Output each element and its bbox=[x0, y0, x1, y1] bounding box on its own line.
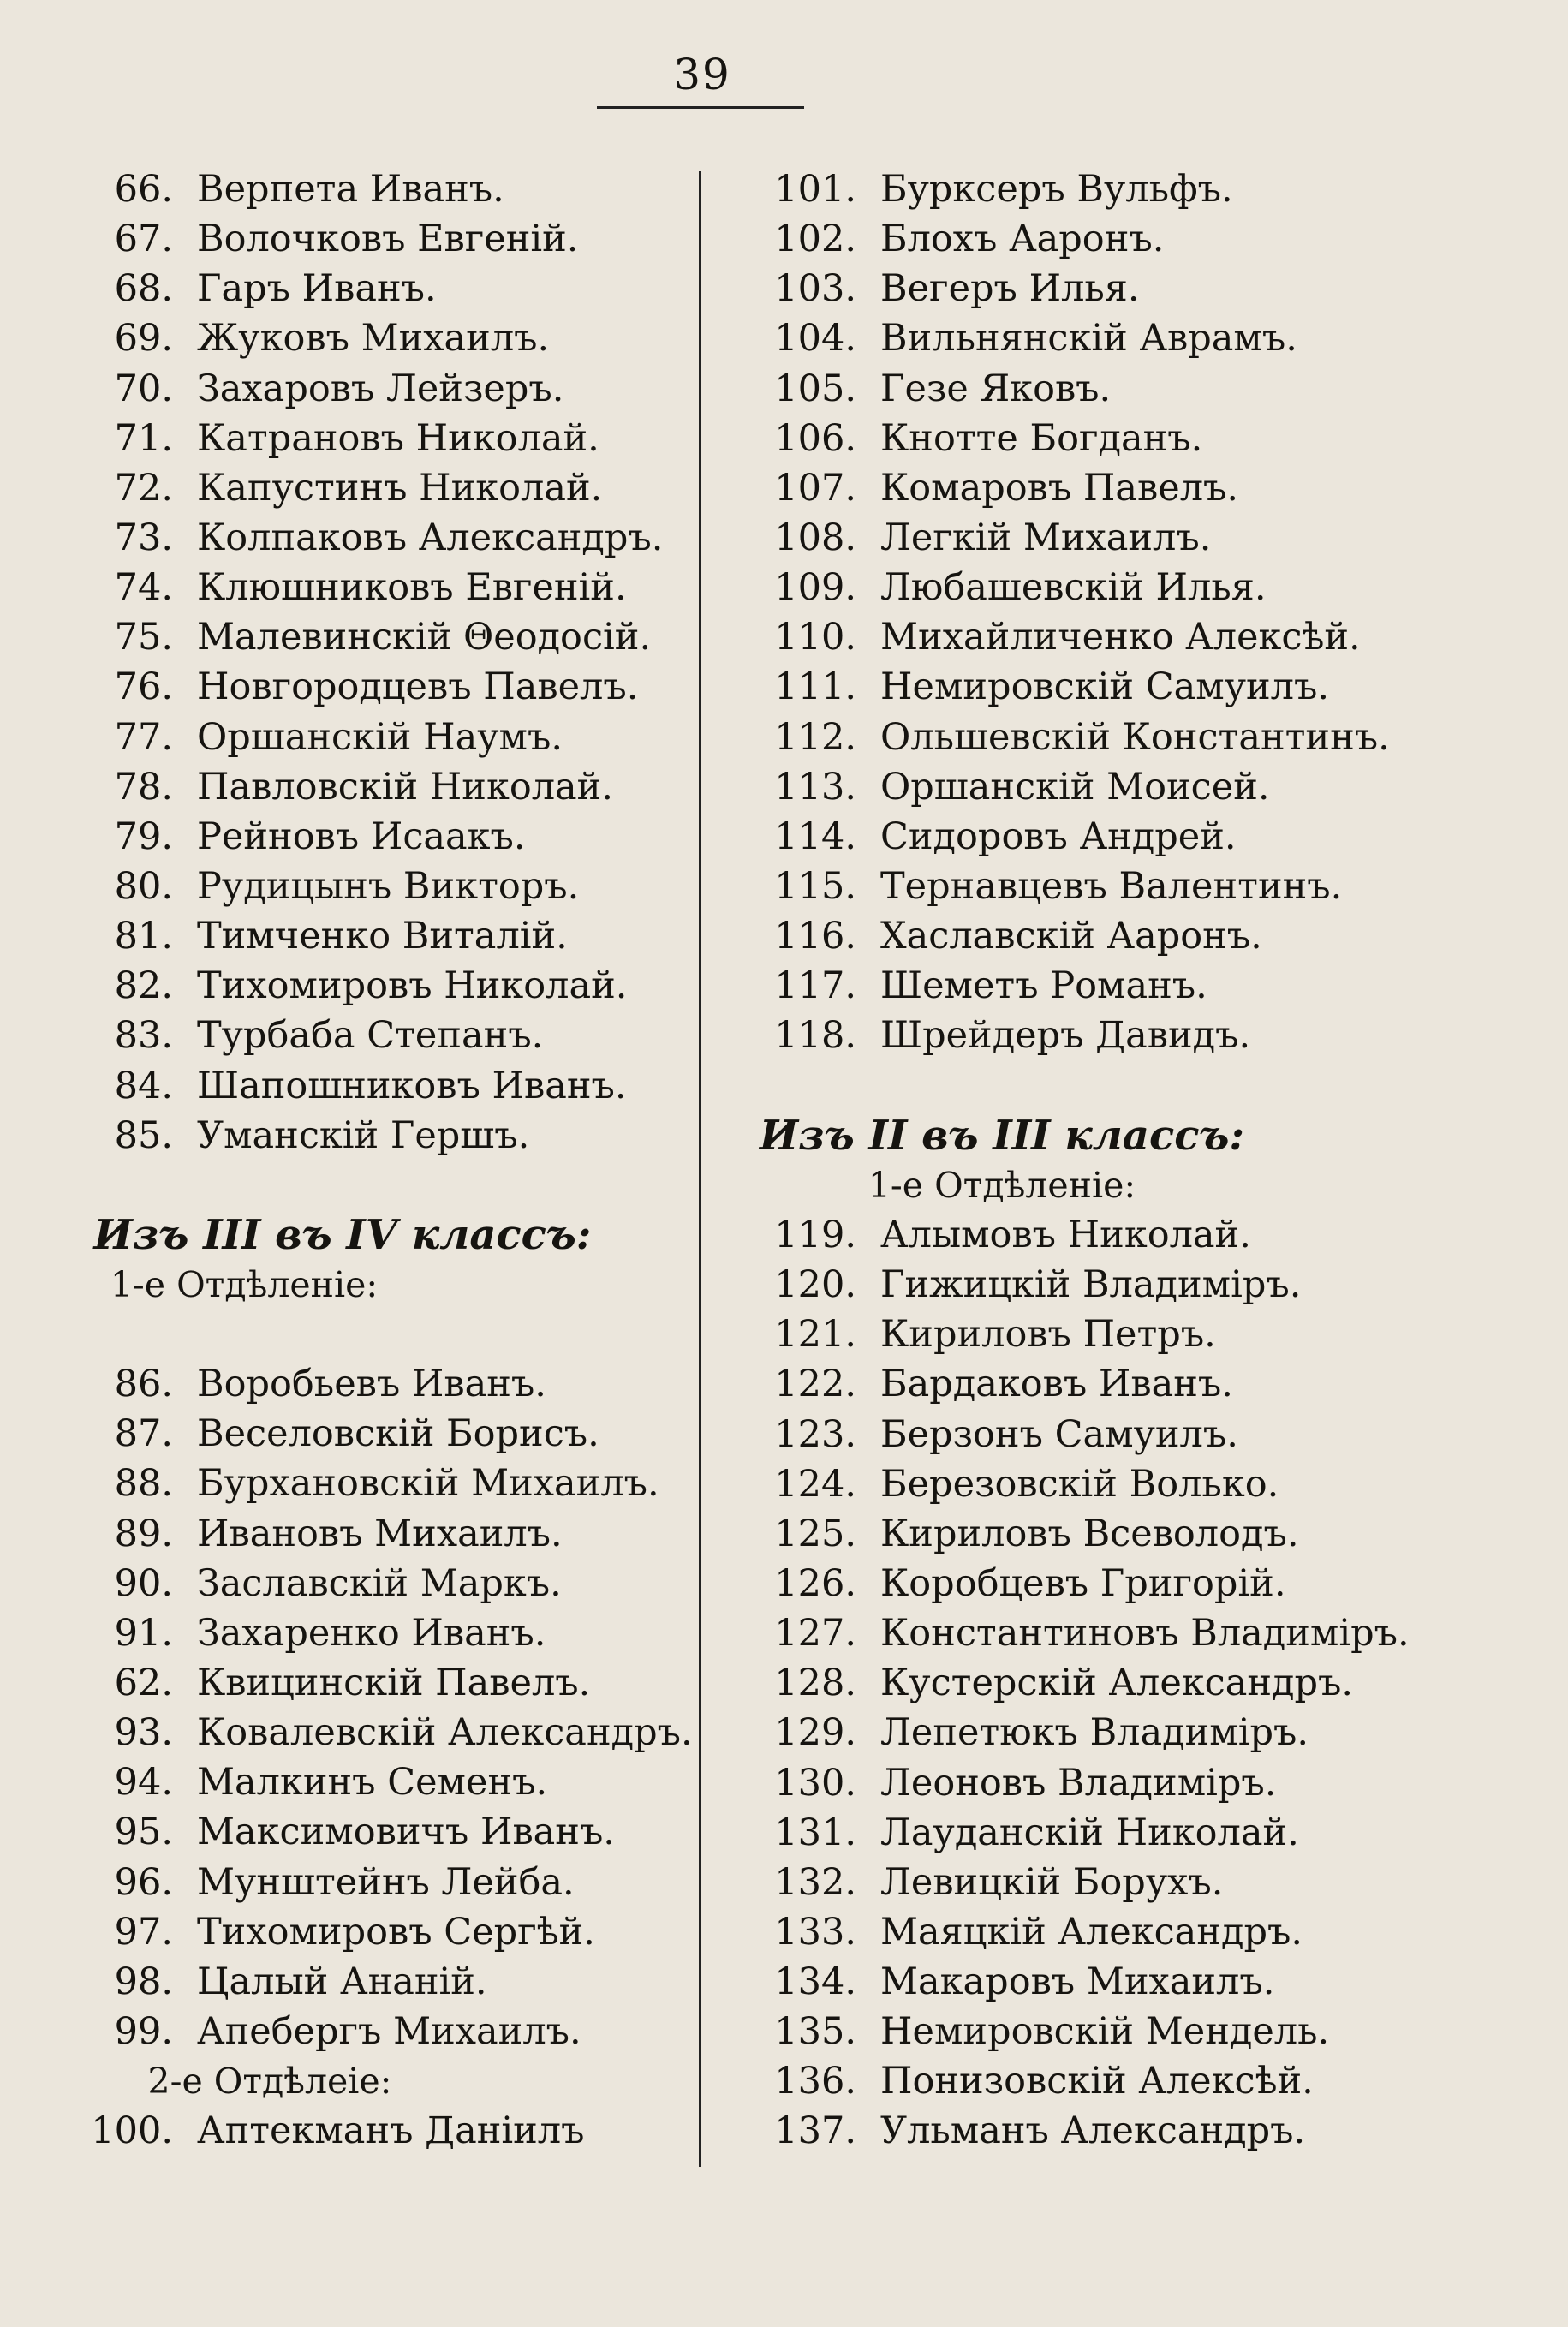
list-item bbox=[43, 1061, 694, 1111]
entry-name: Веселовскій Борисъ. bbox=[197, 1412, 599, 1456]
entry-number: 115. bbox=[774, 864, 856, 908]
entry-name: Малевинскій Θеодосій. bbox=[197, 616, 652, 659]
entry-number: 107. bbox=[774, 466, 856, 510]
list-item bbox=[715, 1210, 1349, 1260]
left-list-c bbox=[43, 2106, 694, 2156]
list-item bbox=[715, 612, 1361, 662]
list-item bbox=[715, 1758, 1349, 1808]
entry-name: Павловскій Николай. bbox=[197, 765, 613, 808]
entry-number: 118. bbox=[774, 1014, 856, 1058]
list-item bbox=[43, 414, 694, 463]
entry-number: 62. bbox=[114, 1661, 173, 1704]
entry-number: 80. bbox=[114, 864, 173, 908]
entry-name: Тернавцевъ Валентинъ. bbox=[880, 864, 1343, 908]
entry-name: Леоновъ Владиміръ. bbox=[880, 1761, 1277, 1805]
entry-number: 85. bbox=[114, 1113, 173, 1157]
entry-name: Макаровъ Михаилъ. bbox=[880, 1960, 1275, 2004]
entry-name: Кнотте Богданъ. bbox=[880, 416, 1203, 460]
list-item bbox=[43, 911, 694, 961]
entry-number: 66. bbox=[114, 168, 173, 211]
entry-name: Ольшевскій Константинъ. bbox=[880, 715, 1390, 759]
column-divider bbox=[699, 171, 701, 2167]
list-item bbox=[43, 463, 694, 513]
list-item bbox=[715, 762, 1349, 812]
list-item bbox=[43, 1807, 694, 1857]
right-spacer bbox=[715, 1061, 1349, 1111]
entry-name: Немировскій Мендель. bbox=[880, 2010, 1330, 2054]
list-item bbox=[715, 1658, 1354, 1708]
entry-name: Квицинскій Павелъ. bbox=[197, 1661, 591, 1704]
list-item bbox=[43, 2007, 694, 2056]
entry-name: Катрановъ Николай. bbox=[197, 416, 599, 460]
list-item bbox=[43, 1011, 694, 1060]
list-item bbox=[43, 1509, 694, 1559]
list-item bbox=[715, 264, 1349, 313]
entry-name: Малкинъ Семенъ. bbox=[197, 1761, 548, 1805]
entry-name: Шеметъ Романъ. bbox=[880, 964, 1207, 1008]
entry-number: 136. bbox=[774, 2060, 856, 2103]
list-item bbox=[715, 1459, 1349, 1509]
entry-name: Рудицынъ Викторъ. bbox=[197, 864, 580, 908]
entry-name: Вегеръ Илья. bbox=[880, 267, 1140, 311]
entry-name: Легкій Михаилъ. bbox=[880, 516, 1212, 559]
entry-number: 128. bbox=[774, 1662, 856, 1705]
list-item bbox=[43, 1957, 694, 2007]
entry-name: Захаренко Иванъ. bbox=[197, 1611, 546, 1655]
entry-number: 90. bbox=[114, 1561, 173, 1605]
list-item bbox=[43, 1111, 694, 1161]
entry-number: 68. bbox=[114, 267, 173, 311]
entry-number: 97. bbox=[114, 1910, 173, 1954]
entry-name: Алымовъ Николай. bbox=[880, 1213, 1251, 1256]
entry-number: 114. bbox=[774, 814, 856, 858]
entry-number: 105. bbox=[774, 367, 856, 410]
entry-name: Немировскій Самуилъ. bbox=[880, 665, 1329, 709]
left-spacer bbox=[43, 1310, 694, 1359]
entry-name: Ульманъ Александръ. bbox=[880, 2109, 1306, 2153]
entry-name: Цалый Ананій. bbox=[197, 1960, 487, 2003]
right-section-heading: Изъ II въ III классъ: bbox=[759, 1111, 1245, 1160]
entry-name: Оршанскій Наумъ. bbox=[197, 715, 563, 759]
entry-number: 129. bbox=[774, 1711, 856, 1755]
entry-number: 69. bbox=[114, 317, 173, 361]
entry-number: 132. bbox=[774, 1860, 856, 1904]
entry-number: 108. bbox=[774, 516, 856, 559]
list-item bbox=[715, 1410, 1349, 1459]
entry-name: Капустинъ Николай. bbox=[197, 466, 603, 510]
list-item bbox=[43, 2106, 694, 2156]
list-item bbox=[43, 1858, 694, 1907]
left-list-a bbox=[43, 164, 694, 1161]
entry-name: Тимченко Виталій. bbox=[197, 915, 568, 958]
entry-number: 99. bbox=[114, 2009, 173, 2053]
entry-name: Новгородцевъ Павелъ. bbox=[197, 665, 639, 709]
list-item bbox=[715, 713, 1390, 762]
entry-name: Тихомировъ Сергѣй. bbox=[197, 1910, 595, 1954]
right-column bbox=[715, 164, 1410, 2157]
entry-number: 135. bbox=[774, 2010, 856, 2054]
entry-name: Бурксеръ Вульфъ. bbox=[880, 168, 1233, 211]
entry-number: 127. bbox=[774, 1612, 856, 1656]
entry-number: 95. bbox=[114, 1811, 173, 1854]
left-column bbox=[43, 164, 694, 2156]
entry-number: 106. bbox=[774, 416, 856, 460]
entry-number: 87. bbox=[114, 1412, 173, 1456]
entry-number: 112. bbox=[774, 715, 856, 759]
entry-number: 131. bbox=[774, 1811, 856, 1854]
entry-number: 83. bbox=[114, 1014, 173, 1058]
list-item bbox=[43, 812, 694, 862]
entry-number: 78. bbox=[114, 765, 173, 808]
entry-number: 101. bbox=[774, 168, 856, 211]
list-item bbox=[715, 1858, 1349, 1907]
list-item bbox=[43, 1409, 694, 1459]
entry-number: 124. bbox=[774, 1462, 856, 1506]
entry-number: 121. bbox=[774, 1313, 856, 1357]
entry-number: 75. bbox=[114, 616, 173, 659]
entry-name: Бардаковъ Иванъ. bbox=[880, 1363, 1233, 1406]
entry-number: 123. bbox=[774, 1412, 856, 1456]
entry-name: Верпета Иванъ. bbox=[197, 168, 504, 211]
entry-name: Захаровъ Лейзеръ. bbox=[197, 367, 564, 410]
page-number: 39 bbox=[673, 50, 731, 99]
list-item bbox=[715, 1359, 1349, 1409]
entry-number: 81. bbox=[114, 915, 173, 958]
list-item bbox=[715, 364, 1349, 414]
left-section-heading: Изъ III въ IV классъ: bbox=[93, 1210, 592, 1259]
list-item bbox=[715, 1260, 1349, 1310]
entry-number: 67. bbox=[114, 218, 173, 261]
entry-number: 70. bbox=[114, 367, 173, 410]
list-item bbox=[715, 1310, 1349, 1359]
entry-name: Жуковъ Михаилъ. bbox=[197, 317, 550, 361]
list-item bbox=[43, 214, 694, 264]
entry-name: Кириловъ Петръ. bbox=[880, 1313, 1216, 1357]
entry-number: 113. bbox=[774, 765, 856, 808]
list-item bbox=[43, 364, 694, 414]
right-list-b bbox=[715, 1210, 1410, 2157]
entry-name: Оршанскій Моисей. bbox=[880, 765, 1270, 808]
entry-number: 125. bbox=[774, 1512, 856, 1555]
entry-name: Левицкій Борухъ. bbox=[880, 1860, 1224, 1904]
left-subheading-2: 2-е Отдѣлеіе: bbox=[147, 2061, 392, 2103]
list-item bbox=[715, 812, 1349, 862]
list-item bbox=[43, 1608, 694, 1658]
entry-number: 82. bbox=[114, 964, 173, 1008]
list-item bbox=[43, 1459, 694, 1508]
entry-number: 89. bbox=[114, 1512, 173, 1555]
entry-name: Коробцевъ Григорій. bbox=[880, 1561, 1286, 1605]
list-item bbox=[715, 1011, 1349, 1060]
list-item bbox=[715, 1907, 1349, 1957]
left-subheading-1: 1-е Отдѣленіе: bbox=[110, 1263, 379, 1305]
entry-number: 134. bbox=[774, 1960, 856, 2004]
entry-name: Волочковъ Евгеній. bbox=[197, 218, 579, 261]
entry-name: Понизовскій Алексѣй. bbox=[880, 2060, 1314, 2103]
list-item bbox=[715, 513, 1349, 563]
list-item bbox=[715, 2106, 1349, 2156]
entry-name: Кириловъ Всеволодъ. bbox=[880, 1512, 1299, 1555]
entry-number: 126. bbox=[774, 1561, 856, 1605]
entry-name: Максимовичъ Иванъ. bbox=[197, 1811, 615, 1854]
entry-number: 119. bbox=[774, 1213, 856, 1256]
entry-name: Кустерскій Александръ. bbox=[880, 1662, 1354, 1705]
page-number-rule bbox=[597, 106, 804, 109]
list-item bbox=[43, 862, 694, 911]
entry-name: Ковалевскій Александръ. bbox=[197, 1711, 693, 1755]
list-item bbox=[43, 762, 694, 812]
entry-number: 137. bbox=[774, 2109, 856, 2153]
list-item bbox=[715, 1957, 1349, 2007]
entry-number: 79. bbox=[114, 814, 173, 858]
entry-number: 86. bbox=[114, 1363, 173, 1406]
list-item bbox=[43, 1658, 694, 1708]
entry-name: Аптекманъ Даніилъ bbox=[197, 2109, 585, 2153]
list-item bbox=[715, 1509, 1349, 1559]
entry-number: 74. bbox=[114, 566, 173, 610]
entry-number: 102. bbox=[774, 218, 856, 261]
entry-number: 130. bbox=[774, 1761, 856, 1805]
list-item bbox=[715, 1708, 1349, 1757]
entry-number: 104. bbox=[774, 317, 856, 361]
list-item bbox=[43, 264, 694, 313]
entry-name: Бурхановскій Михаилъ. bbox=[197, 1462, 659, 1506]
list-item bbox=[43, 961, 694, 1011]
list-item bbox=[715, 911, 1349, 961]
entry-number: 98. bbox=[114, 1960, 173, 2003]
list-item bbox=[715, 662, 1349, 712]
entry-name: Тихомировъ Николай. bbox=[197, 964, 628, 1008]
entry-name: Гезе Яковъ. bbox=[880, 367, 1112, 410]
entry-name: Гаръ Иванъ. bbox=[197, 267, 437, 311]
entry-name: Лепетюкъ Владиміръ. bbox=[880, 1711, 1309, 1755]
list-item bbox=[715, 164, 1349, 214]
list-item bbox=[715, 214, 1349, 264]
entry-number: 77. bbox=[114, 715, 173, 759]
entry-number: 120. bbox=[774, 1263, 856, 1307]
entry-name: Сидоровъ Андрей. bbox=[880, 814, 1237, 858]
entry-number: 116. bbox=[774, 915, 856, 958]
right-subheading-1: 1-е Отдѣленіе: bbox=[867, 1164, 1136, 1206]
entry-name: Воробьевъ Иванъ. bbox=[197, 1363, 546, 1406]
entry-name: Лауданскій Николай. bbox=[880, 1811, 1299, 1854]
list-item bbox=[43, 1359, 694, 1409]
entry-name: Ивановъ Михаилъ. bbox=[197, 1512, 563, 1555]
entry-number: 73. bbox=[114, 516, 173, 559]
entry-name: Березовскій Волько. bbox=[880, 1462, 1279, 1506]
entry-name: Константиновъ Владиміръ. bbox=[880, 1612, 1410, 1656]
entry-name: Маяцкій Александръ. bbox=[880, 1910, 1303, 1954]
entry-name: Колпаковъ Александръ. bbox=[197, 516, 664, 559]
entry-number: 84. bbox=[114, 1064, 173, 1107]
entry-number: 72. bbox=[114, 466, 173, 510]
entry-name: Хаславскій Ааронъ. bbox=[880, 915, 1262, 958]
entry-name: Турбаба Степанъ. bbox=[197, 1014, 544, 1058]
entry-number: 110. bbox=[774, 616, 856, 659]
entry-number: 133. bbox=[774, 1910, 856, 1954]
list-item bbox=[715, 1808, 1349, 1858]
right-list-a bbox=[715, 164, 1390, 1061]
entry-name: Комаровъ Павелъ. bbox=[880, 466, 1239, 510]
entry-name: Клюшниковъ Евгеній. bbox=[197, 566, 627, 610]
entry-number: 109. bbox=[774, 566, 856, 610]
entry-name: Апебергъ Михаилъ. bbox=[197, 2009, 581, 2053]
entry-number: 122. bbox=[774, 1363, 856, 1406]
list-item bbox=[43, 313, 694, 363]
list-item bbox=[43, 563, 694, 612]
left-list-b bbox=[43, 1359, 694, 2056]
list-item bbox=[43, 662, 694, 712]
entry-name: Блохъ Ааронъ. bbox=[880, 218, 1165, 261]
list-item bbox=[43, 1907, 694, 1957]
entry-name: Шрейдеръ Давидъ. bbox=[880, 1014, 1251, 1058]
list-item bbox=[715, 563, 1349, 612]
list-item bbox=[715, 1608, 1410, 1658]
entry-name: Любашевскій Илья. bbox=[880, 566, 1267, 610]
list-item bbox=[715, 463, 1349, 513]
list-item bbox=[715, 313, 1349, 363]
list-item bbox=[715, 862, 1349, 911]
entry-number: 117. bbox=[774, 964, 856, 1008]
list-item bbox=[43, 713, 694, 762]
entry-name: Шапошниковъ Иванъ. bbox=[197, 1064, 627, 1107]
list-item bbox=[43, 513, 694, 563]
list-item bbox=[715, 414, 1349, 463]
entry-number: 103. bbox=[774, 267, 856, 311]
list-item bbox=[43, 1757, 694, 1807]
entry-name: Заславскій Маркъ. bbox=[197, 1561, 562, 1605]
entry-name: Вильнянскій Аврамъ. bbox=[880, 317, 1297, 361]
entry-number: 100. bbox=[91, 2109, 173, 2153]
entry-name: Уманскій Гершъ. bbox=[197, 1113, 530, 1157]
entry-number: 88. bbox=[114, 1462, 173, 1506]
entry-name: Мунштейнъ Лейба. bbox=[197, 1860, 575, 1904]
entry-number: 96. bbox=[114, 1860, 173, 1904]
list-item bbox=[43, 1559, 694, 1608]
entry-name: Рейновъ Исаакъ. bbox=[197, 814, 526, 858]
entry-number: 111. bbox=[774, 665, 856, 709]
entry-number: 93. bbox=[114, 1711, 173, 1755]
list-item bbox=[715, 961, 1349, 1011]
list-item bbox=[715, 2007, 1349, 2056]
entry-name: Гижицкій Владиміръ. bbox=[880, 1263, 1302, 1307]
list-item bbox=[43, 164, 694, 214]
entry-number: 76. bbox=[114, 665, 173, 709]
entry-number: 94. bbox=[114, 1761, 173, 1805]
entry-name: Михайличенко Алексѣй. bbox=[880, 616, 1361, 659]
entry-number: 91. bbox=[114, 1611, 173, 1655]
list-item bbox=[715, 2056, 1349, 2106]
entry-name: Берзонъ Самуилъ. bbox=[880, 1412, 1238, 1456]
list-item bbox=[715, 1559, 1349, 1608]
list-item bbox=[43, 612, 694, 662]
list-item bbox=[43, 1708, 694, 1757]
entry-number: 71. bbox=[114, 416, 173, 460]
